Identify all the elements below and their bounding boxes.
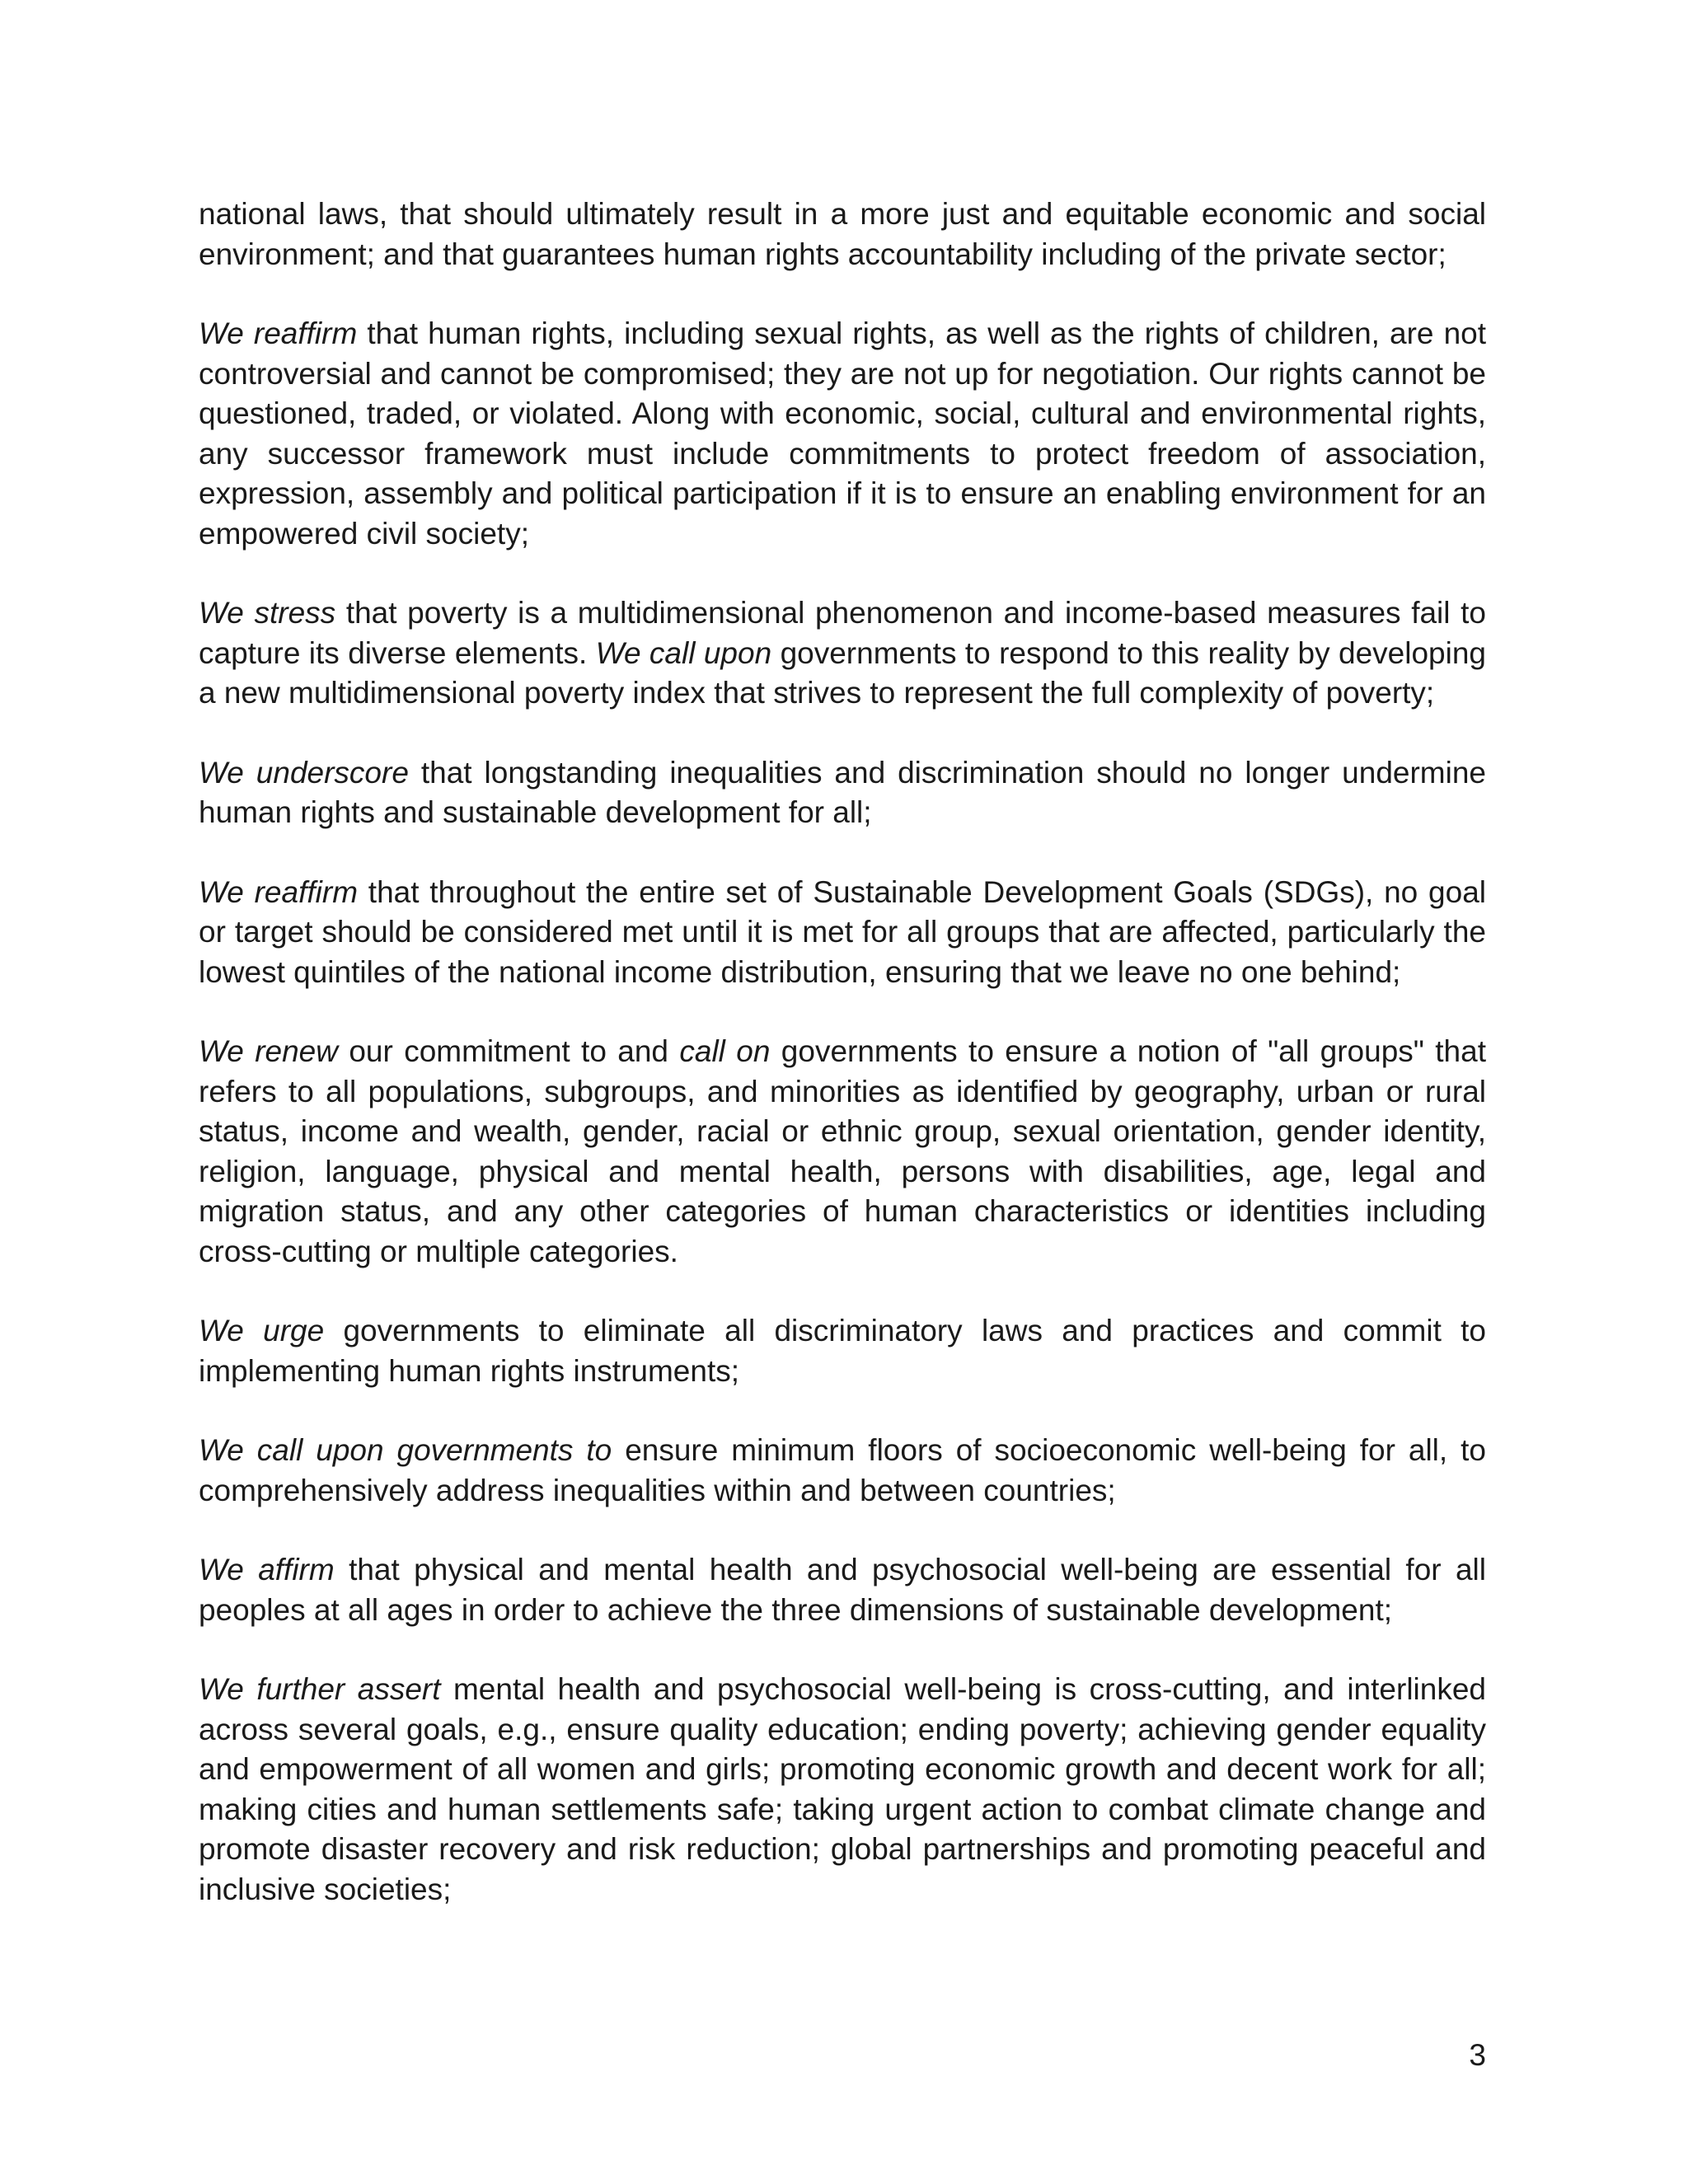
page-number: 3 bbox=[1469, 2038, 1486, 2072]
paragraph-text: our commitment to and bbox=[337, 1034, 680, 1068]
paragraph-3 bbox=[199, 593, 1486, 714]
paragraph-text: governments to eliminate all discriminatory laws and practices and commit to implementing human rights instruments; bbox=[199, 1314, 1487, 1388]
paragraph-lead: We urge bbox=[199, 1314, 325, 1347]
paragraph-mid-emphasis: We call upon bbox=[595, 635, 772, 670]
paragraph-text: mental health and psychosocial well-being is cross-cutting, and interlinked across several goals, e.g., ensure quality education; ending poverty; achieving gender equality and empowerment of all women and girls; promoting economic growth and decent work for all; making cities and human settlements safe; taking urgent action to combat climate change and promote disaster recovery and risk reduction; global partnerships and promoting peaceful and inclusive societies; bbox=[199, 1672, 1486, 1906]
paragraph-4 bbox=[199, 753, 1486, 833]
paragraph-6 bbox=[199, 1032, 1486, 1272]
paragraph-10 bbox=[199, 1670, 1486, 1910]
paragraph-8 bbox=[199, 1431, 1486, 1511]
paragraph-7 bbox=[199, 1311, 1486, 1391]
paragraph-rest: governments to respond to this reality by developing a new multidimensional poverty index that strives to represent the full complexity of poverty; bbox=[199, 635, 1487, 710]
paragraph-lead: We underscore bbox=[199, 755, 409, 790]
paragraph-text: ensure minimum floors of socioeconomic well-being for all, to comprehensively address inequalities within and between countries; bbox=[199, 1433, 1486, 1507]
paragraph-9 bbox=[199, 1550, 1486, 1630]
paragraph-lead: We reaffirm bbox=[199, 874, 359, 909]
paragraph-text: national laws, that should ultimately result in a more just and equitable economic and social environment; and that guarantees human rights accountability including of the private sector; bbox=[199, 197, 1486, 271]
paragraph-1 bbox=[199, 194, 1486, 274]
paragraph-text: that physical and mental health and psychosocial well-being are essential for all peoples at all ages in order to achieve the three dimensions of sustainable development; bbox=[199, 1553, 1486, 1627]
paragraph-lead: We affirm bbox=[199, 1553, 335, 1586]
paragraph-lead: We renew bbox=[199, 1034, 338, 1068]
paragraph-mid-emphasis: call on bbox=[679, 1034, 771, 1068]
paragraph-text: that poverty is a multidimensional phenomenon and income-based measures fail to capture its diverse elements. bbox=[199, 596, 1486, 670]
paragraph-lead: We reaffirm bbox=[199, 316, 358, 350]
paragraph-lead: We call upon governments to bbox=[199, 1433, 612, 1467]
paragraph-2 bbox=[199, 314, 1486, 554]
paragraph-lead: We stress bbox=[199, 596, 336, 630]
paragraph-lead: We further assert bbox=[199, 1672, 441, 1706]
paragraph-rest: governments to ensure a notion of "all groups" that refers to all populations, subgroups, and minorities as identified by geography, urban or rural status, income and wealth, gender, racial or ethnic group, sexual orientation, gender identity, religion, language, physical and mental health, persons with disabilities, age, legal and migration status, and any other categories of human characteristics or identities including cross-cutting or multiple categories. bbox=[199, 1034, 1486, 1268]
paragraph-text: that longstanding inequalities and discrimination should no longer undermine human rights and sustainable development for all; bbox=[199, 755, 1486, 829]
document-body bbox=[199, 194, 1486, 1949]
paragraph-text: that throughout the entire set of Sustainable Development Goals (SDGs), no goal or target should be considered met until it is met for all groups that are affected, particularly the lowest quintiles of the national income distribution, ensuring that we leave no one behind; bbox=[199, 874, 1486, 989]
paragraph-text: that human rights, including sexual rights, as well as the rights of children, are not controversial and cannot be compromised; they are not up for negotiation. Our rights cannot be questioned, traded, or violated. Along with economic, social, cultural and environmental rights, any successor framework must include commitments to protect freedom of association, expression, assembly and political participation if it is to ensure an enabling environment for an empowered civil society; bbox=[199, 316, 1486, 551]
paragraph-5 bbox=[199, 873, 1486, 993]
